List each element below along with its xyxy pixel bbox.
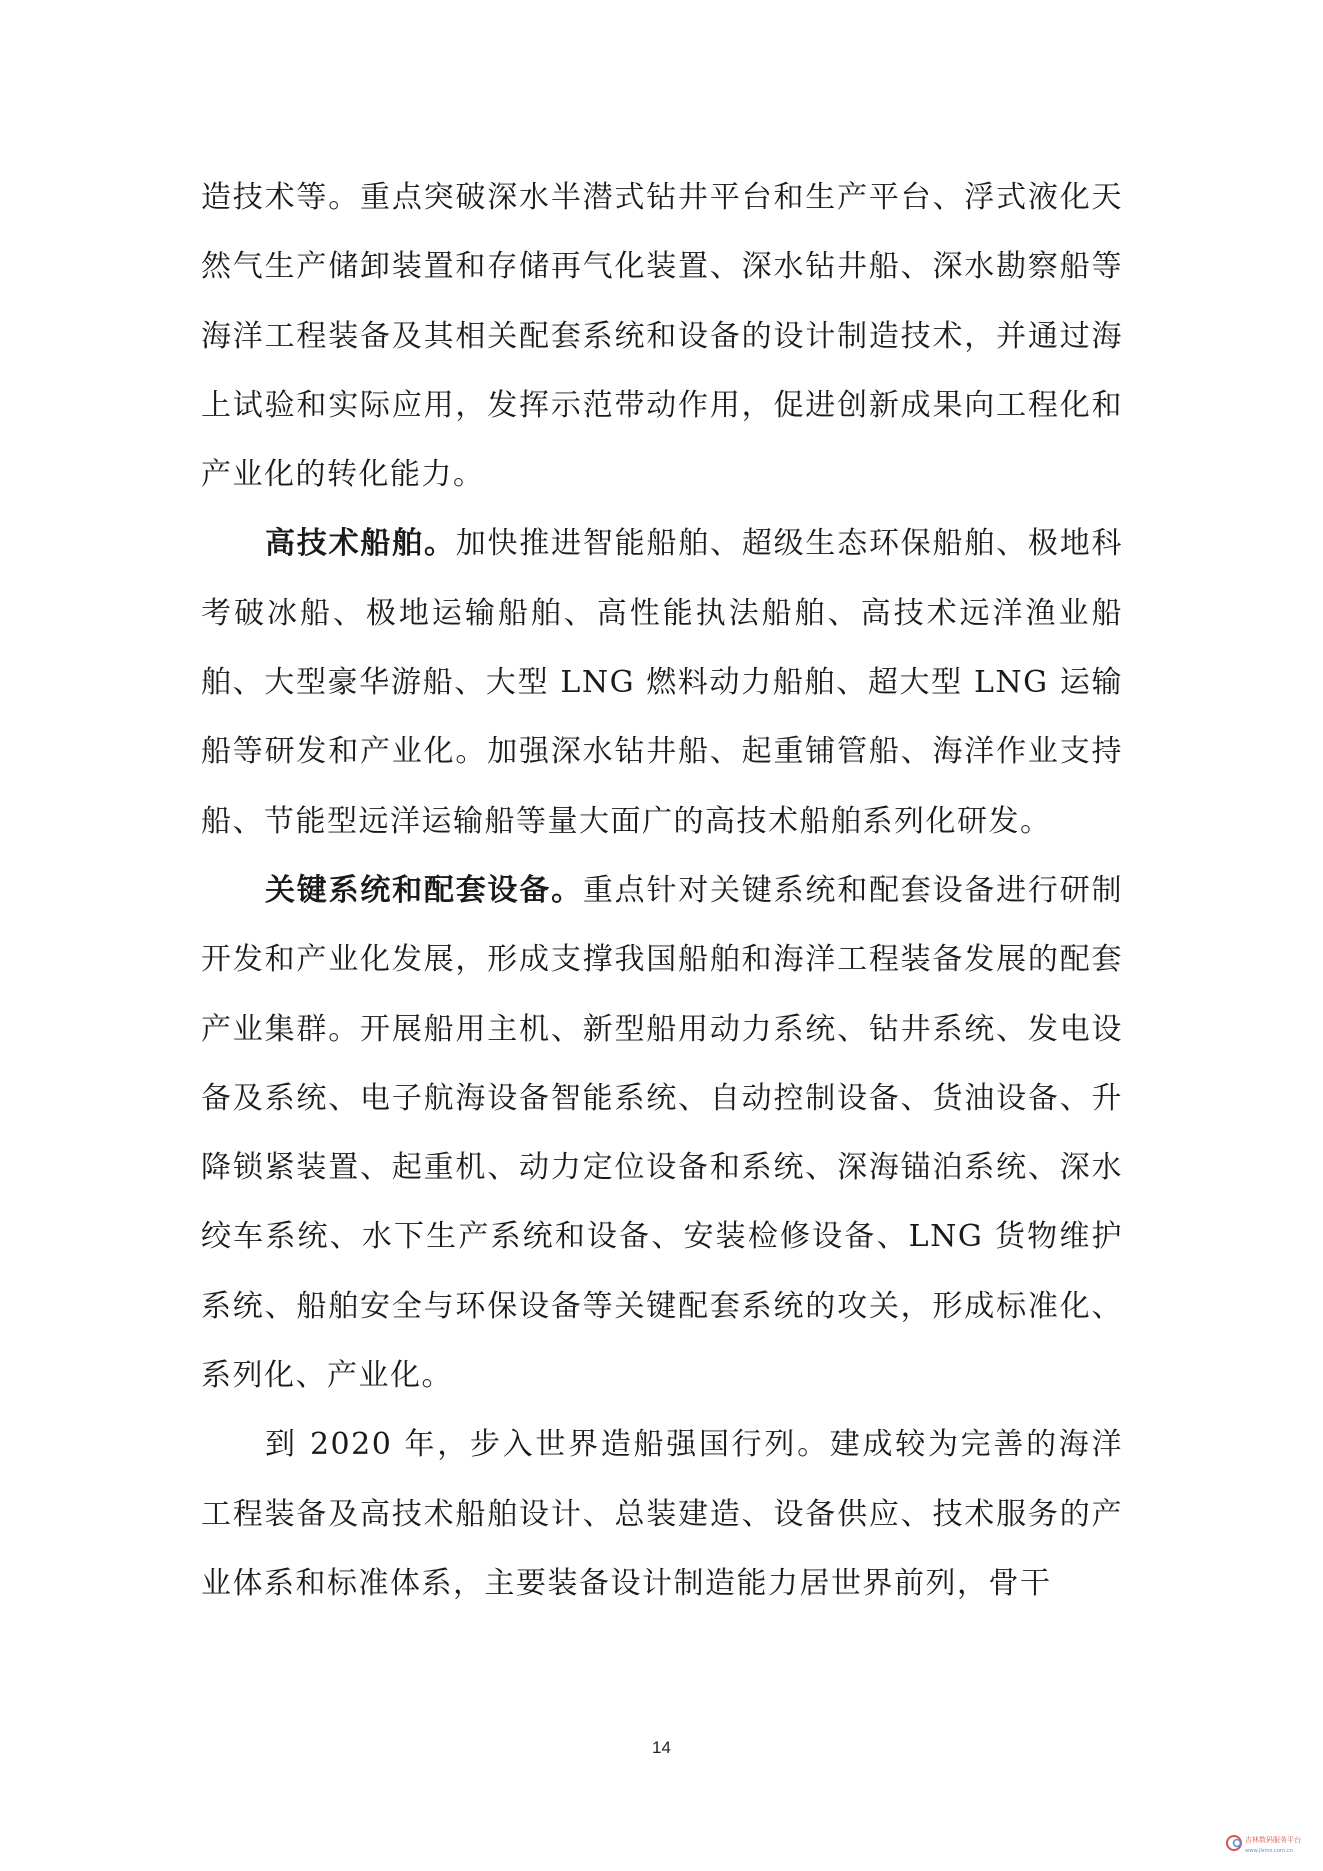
page-number: 14 [652, 1738, 671, 1757]
watermark-text: 吉林数码服务平台 [1245, 1836, 1301, 1844]
paragraph-1 [201, 163, 1123, 509]
document-body [201, 163, 1123, 1618]
paragraph-2-text: 加快推进智能船舶、超级生态环保船舶、极地科考破冰船、极地运输船舶、高性能执法船舶、高技术远洋渔业船舶、大型豪华游船、大型 LNG 燃料动力船舶、超大型 LNG 运输船等研发和产业化。加强深水钻井船、起重铺管船、海洋作业支持船、节能型远洋运输船等量大面广的高技术船舶系列化研发。 [201, 526, 1124, 839]
watermark-swirl-icon [1227, 1836, 1241, 1850]
paragraph-1-text: 造技术等。重点突破深水半潜式钻井平台和生产平台、浮式液化天然气生产储卸装置和存储再气化装置、深水钻井船、深水勘察船等海洋工程装备及其相关配套系统和设备的设计制造技术，并通过海上试验和实际应用，发挥示范带动作用，促进创新成果向工程化和产业化的转化能力。 [201, 180, 1123, 493]
paragraph-3-heading: 关键系统和配套设备。 [265, 872, 583, 908]
paragraph-4-text: 到 2020 年，步入世界造船强国行列。建成较为完善的海洋工程装备及高技术船舶设计、总装建造、设备供应、技术服务的产业体系和标准体系，主要装备设计制造能力居世界前列，骨干 [201, 1427, 1123, 1601]
watermark-url: www.jlsmz.com.cn [1245, 1848, 1293, 1854]
watermark-logo [1225, 1829, 1309, 1859]
paragraph-high-tech-ships [201, 509, 1123, 855]
paragraph-3-text: 重点针对关键系统和配套设备进行研制开发和产业化发展，形成支撑我国船舶和海洋工程装备发展的配套产业集群。开展船用主机、新型船用动力系统、钻井系统、发电设备及系统、电子航海设备智能系统、自动控制设备、货油设备、升降锁紧装置、起重机、动力定位设备和系统、深海锚泊系统、深水绞车系统、水下生产系统和设备、安装检修设备、LNG 货物维护系统、船舶安全与环保设备等关键配套系统的攻关，形成标准化、系列化、产业化。 [201, 872, 1124, 1394]
paragraph-key-systems [201, 856, 1123, 1410]
paragraph-2-heading: 高技术船舶。 [265, 526, 456, 562]
paragraph-2020-goal [201, 1410, 1123, 1618]
